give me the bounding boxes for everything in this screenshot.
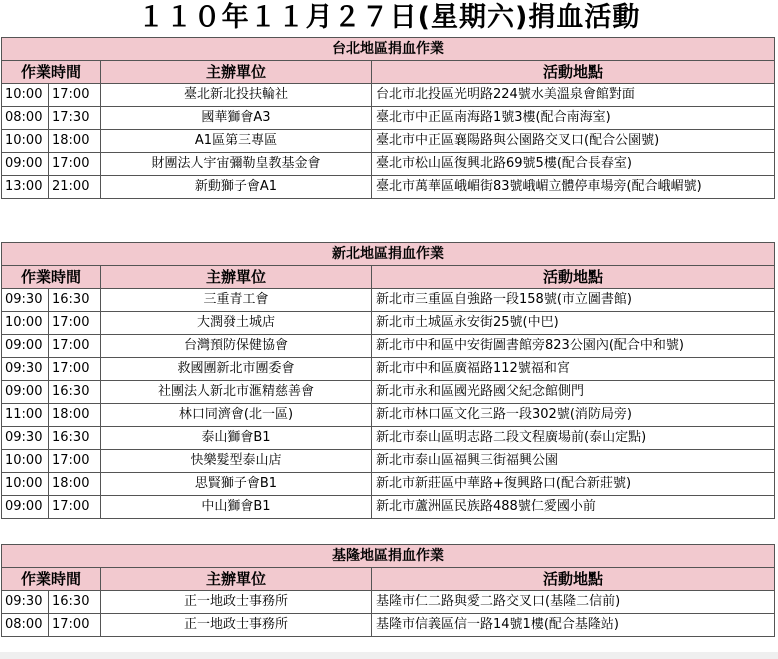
header-org: 主辦單位 — [101, 266, 372, 289]
organizer: 新動獅子會A1 — [101, 176, 372, 199]
location: 新北市新莊區中華路+復興路口(配合新莊號) — [372, 473, 775, 496]
end-time: 17:00 — [49, 614, 101, 637]
start-time: 09:30 — [2, 591, 49, 614]
table-row — [2, 335, 775, 358]
organizer: 快樂髮型泰山店 — [101, 450, 372, 473]
location: 新北市三重區自強路一段158號(市立圖書館) — [372, 289, 775, 312]
end-time: 17:00 — [49, 496, 101, 519]
section-taipei — [1, 37, 774, 199]
organizer: 正一地政士事務所 — [101, 614, 372, 637]
rows — [2, 591, 775, 637]
location: 臺北市中正區襄陽路與公園路交叉口(配合公園號) — [372, 130, 775, 153]
location: 新北市中和區中安街圖書館旁823公園內(配合中和號) — [372, 335, 775, 358]
organizer: 台灣預防保健協會 — [101, 335, 372, 358]
header-org: 主辦單位 — [101, 568, 372, 591]
location: 新北市蘆洲區民族路488號仁愛國小前 — [372, 496, 775, 519]
header-time: 作業時間 — [2, 266, 101, 289]
organizer: 泰山獅會B1 — [101, 427, 372, 450]
start-time: 10:00 — [2, 130, 49, 153]
start-time: 09:30 — [2, 427, 49, 450]
location: 臺北市松山區復興北路69號5樓(配合長春室) — [372, 153, 775, 176]
location: 臺北市萬華區峨嵋街83號峨嵋立體停車場旁(配合峨嵋號) — [372, 176, 775, 199]
table-row — [2, 176, 775, 199]
organizer: 救國團新北市團委會 — [101, 358, 372, 381]
table-row — [2, 404, 775, 427]
table-row — [2, 496, 775, 519]
end-time: 21:00 — [49, 176, 101, 199]
table-row — [2, 107, 775, 130]
start-time: 11:00 — [2, 404, 49, 427]
location: 新北市泰山區福興三街福興公園 — [372, 450, 775, 473]
schedule-table — [1, 242, 775, 519]
region-title: 新北地區捐血作業 — [2, 243, 775, 266]
organizer: 三重青工會 — [101, 289, 372, 312]
organizer: 正一地政士事務所 — [101, 591, 372, 614]
table-row — [2, 312, 775, 335]
table-row — [2, 130, 775, 153]
end-time: 16:30 — [49, 289, 101, 312]
start-time: 09:00 — [2, 335, 49, 358]
header-location: 活動地點 — [372, 266, 775, 289]
start-time: 10:00 — [2, 473, 49, 496]
location: 新北市泰山區明志路二段文程廣場前(泰山定點) — [372, 427, 775, 450]
organizer: 林口同濟會(北一區) — [101, 404, 372, 427]
organizer: 財團法人宇宙彌勒皇教基金會 — [101, 153, 372, 176]
table-row — [2, 289, 775, 312]
start-time: 09:00 — [2, 381, 49, 404]
header-org: 主辦單位 — [101, 61, 372, 84]
location: 新北市林口區文化三路一段302號(消防局旁) — [372, 404, 775, 427]
table-row — [2, 450, 775, 473]
end-time: 18:00 — [49, 130, 101, 153]
section-keelung — [1, 544, 774, 637]
start-time: 10:00 — [2, 450, 49, 473]
location: 台北市北投區光明路224號水美溫泉會館對面 — [372, 84, 775, 107]
page-title: １１０年１１月２７日(星期六)捐血活動 — [137, 2, 641, 33]
table-row — [2, 591, 775, 614]
location: 臺北市中正區南海路1號3樓(配合南海室) — [372, 107, 775, 130]
table-row — [2, 614, 775, 637]
start-time: 10:00 — [2, 312, 49, 335]
end-time: 17:00 — [49, 84, 101, 107]
end-time: 16:30 — [49, 427, 101, 450]
location: 新北市土城區永安街25號(中巴) — [372, 312, 775, 335]
location: 新北市中和區廣福路112號福和宮 — [372, 358, 775, 381]
end-time: 16:30 — [49, 381, 101, 404]
start-time: 08:00 — [2, 107, 49, 130]
header-time: 作業時間 — [2, 568, 101, 591]
organizer: 中山獅會B1 — [101, 496, 372, 519]
start-time: 09:30 — [2, 358, 49, 381]
table-row — [2, 84, 775, 107]
table-row — [2, 473, 775, 496]
bottom-band — [0, 652, 778, 659]
rows — [2, 289, 775, 519]
table-row — [2, 153, 775, 176]
end-time: 17:00 — [49, 358, 101, 381]
end-time: 17:00 — [49, 450, 101, 473]
organizer: 社團法人新北市滙精慈善會 — [101, 381, 372, 404]
organizer: 大潤發土城店 — [101, 312, 372, 335]
location: 新北市永和區國光路國父紀念館側門 — [372, 381, 775, 404]
table-row — [2, 358, 775, 381]
start-time: 09:00 — [2, 496, 49, 519]
organizer: 思賢獅子會B1 — [101, 473, 372, 496]
organizer: 臺北新北投扶輪社 — [101, 84, 372, 107]
section-new-taipei — [1, 242, 774, 519]
end-time: 18:00 — [49, 404, 101, 427]
schedule-table — [1, 37, 775, 199]
end-time: 17:30 — [49, 107, 101, 130]
end-time: 17:00 — [49, 153, 101, 176]
region-title: 基隆地區捐血作業 — [2, 545, 775, 568]
start-time: 08:00 — [2, 614, 49, 637]
location: 基隆市信義區信一路14號1樓(配合基隆站) — [372, 614, 775, 637]
region-title: 台北地區捐血作業 — [2, 38, 775, 61]
start-time: 09:00 — [2, 153, 49, 176]
header-location: 活動地點 — [372, 61, 775, 84]
table-row — [2, 427, 775, 450]
end-time: 17:00 — [49, 335, 101, 358]
rows — [2, 84, 775, 199]
start-time: 13:00 — [2, 176, 49, 199]
header-location: 活動地點 — [372, 568, 775, 591]
schedule-table — [1, 544, 775, 637]
end-time: 17:00 — [49, 312, 101, 335]
table-row — [2, 381, 775, 404]
header-time: 作業時間 — [2, 61, 101, 84]
end-time: 18:00 — [49, 473, 101, 496]
location: 基隆市仁二路與愛二路交叉口(基隆二信前) — [372, 591, 775, 614]
start-time: 10:00 — [2, 84, 49, 107]
start-time: 09:30 — [2, 289, 49, 312]
organizer: A1區第三專區 — [101, 130, 372, 153]
organizer: 國華獅會A3 — [101, 107, 372, 130]
end-time: 16:30 — [49, 591, 101, 614]
